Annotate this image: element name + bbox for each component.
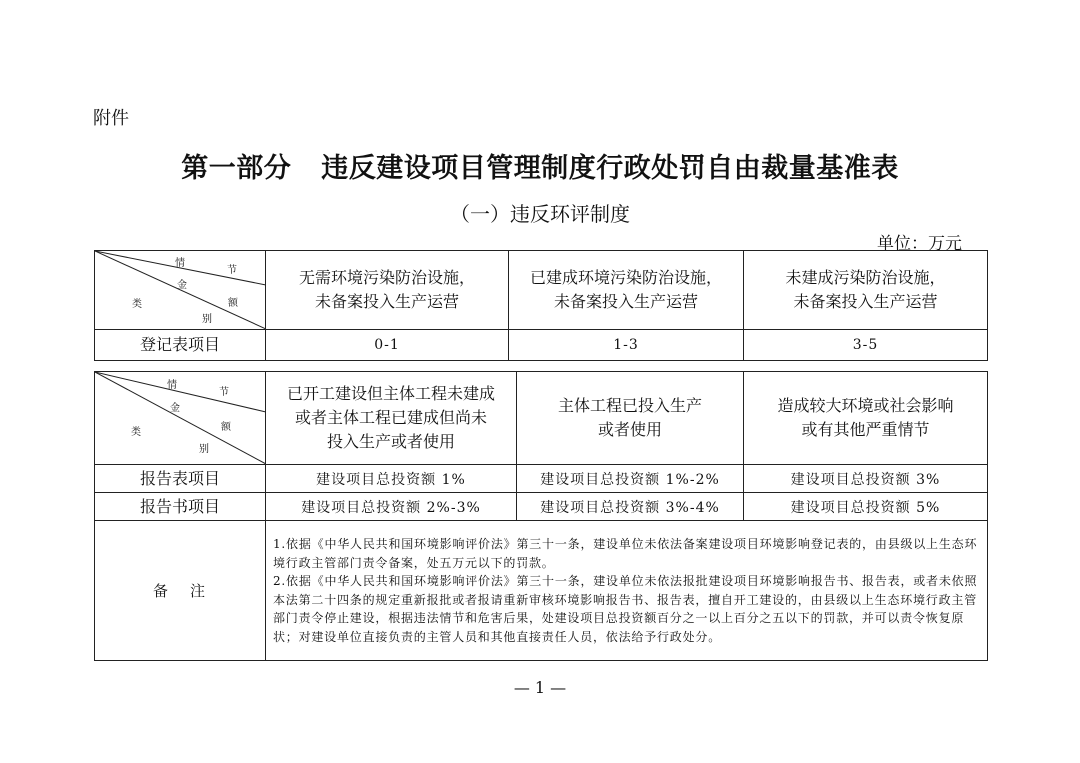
- diag-char: 金: [170, 403, 180, 414]
- table-cell: 1-3: [509, 330, 744, 361]
- column-header: 主体工程已投入生产 或者使用: [517, 372, 744, 465]
- diag-char: 别: [199, 444, 209, 455]
- title-part: 第一部分: [181, 153, 292, 184]
- row-label: 报告表项目: [95, 465, 266, 493]
- table-cell: 建设项目总投资额 1%: [266, 465, 517, 493]
- table-cell: 3-5: [744, 330, 988, 361]
- table-cell: 建设项目总投资额 3%: [744, 465, 988, 493]
- table-row: [95, 465, 988, 493]
- section-subtitle: （一）违反环评制度: [450, 202, 630, 226]
- column-header: 已开工建设但主体工程未建成 或者主体工程已建成但尚未 投入生产或者使用: [266, 372, 517, 465]
- column-header: 未建成污染防治设施， 未备案投入生产运营: [744, 251, 988, 330]
- table-row: [95, 493, 988, 521]
- diag-char: 节: [219, 387, 229, 398]
- remark-item: 2.依据《中华人民共和国环境影响评价法》第三十一条，建设单位未依法报批建设项目环境影响报告书、报告表，或者未依照本法第二十四条的规定重新报批或者报请重新审核环境影响报告书、报告表，擅自开工建设的，由县级以上生态环境行政主管部门责令停止建设，根据违法情节和危害后果，处建设项目总投资额百分之一以上百分之五以下的罚款，并可以责令恢复原状；对建设单位直接负责的主管人员和其他直接责任人员，依法给予行政处分。: [273, 574, 978, 644]
- unit-label: 单位：万元: [877, 234, 962, 254]
- diag-char: 金: [177, 280, 187, 291]
- remarks-content: [266, 521, 988, 661]
- remarks-label: 备注: [95, 521, 266, 661]
- diag-char: 额: [221, 422, 231, 433]
- column-header: 无需环境污染防治设施， 未备案投入生产运营: [266, 251, 509, 330]
- table-cell: 建设项目总投资额 3%-4%: [517, 493, 744, 521]
- table-report: [94, 371, 988, 661]
- table-registration: [94, 250, 988, 361]
- row-label: 报告书项目: [95, 493, 266, 521]
- title-text: 违反建设项目管理制度行政处罚自由裁量基准表: [321, 153, 899, 184]
- table-cell: 建设项目总投资额 5%: [744, 493, 988, 521]
- column-header: 造成较大环境或社会影响 或有其他严重情节: [744, 372, 988, 465]
- column-header: 已建成环境污染防治设施， 未备案投入生产运营: [509, 251, 744, 330]
- page-number: — 1 —: [513, 678, 567, 697]
- page-title: [0, 146, 1080, 185]
- table-cell: 0-1: [266, 330, 509, 361]
- remark-item: 1.依据《中华人民共和国环境影响评价法》第三十一条，建设单位未依法备案建设项目环境影响登记表的，由县级以上生态环境行政主管部门责令备案，处五万元以下的罚款。: [273, 537, 978, 570]
- diag-char: 情: [167, 380, 177, 391]
- diagonal-lines: [95, 372, 266, 464]
- diagonal-header-cell: [95, 372, 266, 465]
- diag-char: 别: [202, 314, 212, 325]
- attachment-label: 附件: [93, 108, 129, 129]
- table-cell: 建设项目总投资额 2%-3%: [266, 493, 517, 521]
- diag-char: 类: [132, 299, 142, 310]
- diag-char: 节: [227, 265, 237, 276]
- table-cell: 建设项目总投资额 1%-2%: [517, 465, 744, 493]
- diag-char: 类: [131, 427, 141, 438]
- table-row: [95, 330, 988, 361]
- diag-char: 情: [175, 258, 185, 269]
- remarks-row: [95, 521, 988, 661]
- diag-char: 额: [228, 298, 238, 309]
- row-label: 登记表项目: [95, 330, 266, 361]
- diagonal-header-cell: [95, 251, 266, 330]
